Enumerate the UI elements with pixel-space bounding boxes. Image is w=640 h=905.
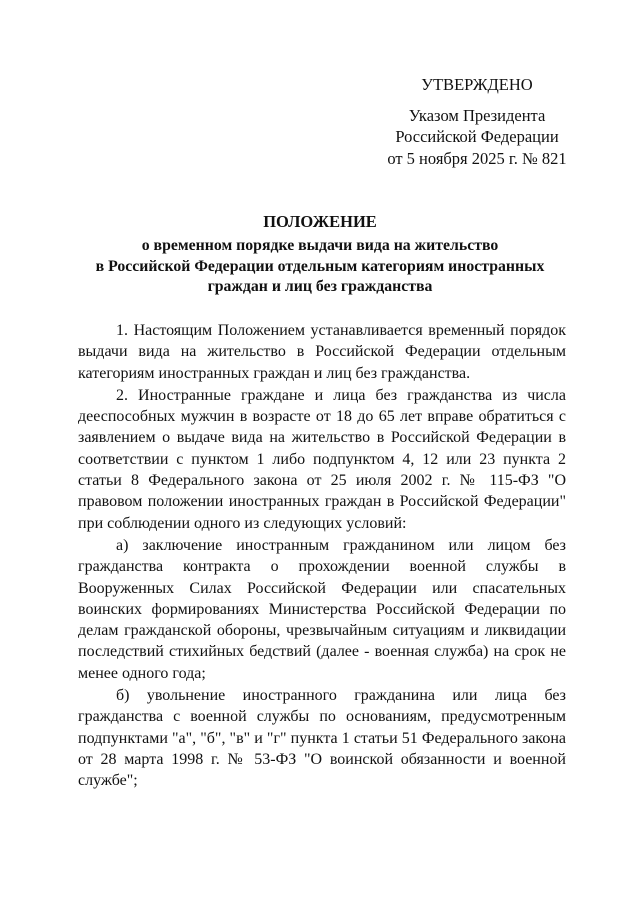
- subtitle-line-3: граждан и лиц без гражданства: [207, 278, 433, 295]
- approval-line-1: Указом Президента: [408, 105, 546, 125]
- approval-stamp: [372, 74, 582, 169]
- subtitle-line-2: в Российской Федерации отдельным категориям иностранных: [95, 257, 545, 275]
- document-title: ПОЛОЖЕНИЕ: [263, 212, 377, 231]
- approval-line-2: Российской Федерации: [395, 127, 559, 146]
- subtitle-line-1: о временном порядке выдачи вида на жительство: [141, 237, 499, 254]
- approval-heading: УТВЕРЖДЕНО: [421, 75, 533, 94]
- document-subtitle: [60, 236, 580, 298]
- paragraph-1: 1. Настоящим Положением устанавливается временный порядок выдачи вида на жительство в Российской Федерации отдельным категориям иностранных граждан и лиц без гражданства.: [78, 322, 566, 382]
- subparagraph-b: б) увольнение иностранного гражданина или лица без гражданства с военной службы по основаниям, предусмотренным подпунктами "а", "б", "в" и "г" пункта 1 статьи 51 Федерального закона от 28 марта 1998 г. № 53-ФЗ "О воинской обязанности и военной службе";: [78, 687, 566, 790]
- approval-line-3: от 5 ноября 2025 г. № 821: [387, 148, 567, 168]
- subparagraph-a: а) заключение иностранным гражданином или лицом без гражданства контракта о прохождении военной службы в Вооруженных Силах Российской Федерации или спасательных воинских формированиях Министерства Российской Федерации по делам гражданской обороны, чрезвычайным ситуациям и ликвидации последствий стихийных бедствий (далее - военная служба) на срок не менее одного года;: [78, 536, 566, 682]
- document-body: [78, 320, 566, 792]
- paragraph-2: 2. Иностранные граждане и лица без гражданства из числа дееспособных мужчин в возрасте от 18 до 65 лет вправе обратиться с заявлением о выдаче вида на жительство в Российской Федерации в соответствии с пунктом 1 либо подпунктом 4, 12 или 23 пункта 2 статьи 8 Федерального закона от 25 июля 2002 г. № 115-ФЗ "О правовом положении иностранных граждан в Российской Федерации" при соблюдении одного из следующих условий:: [78, 386, 566, 532]
